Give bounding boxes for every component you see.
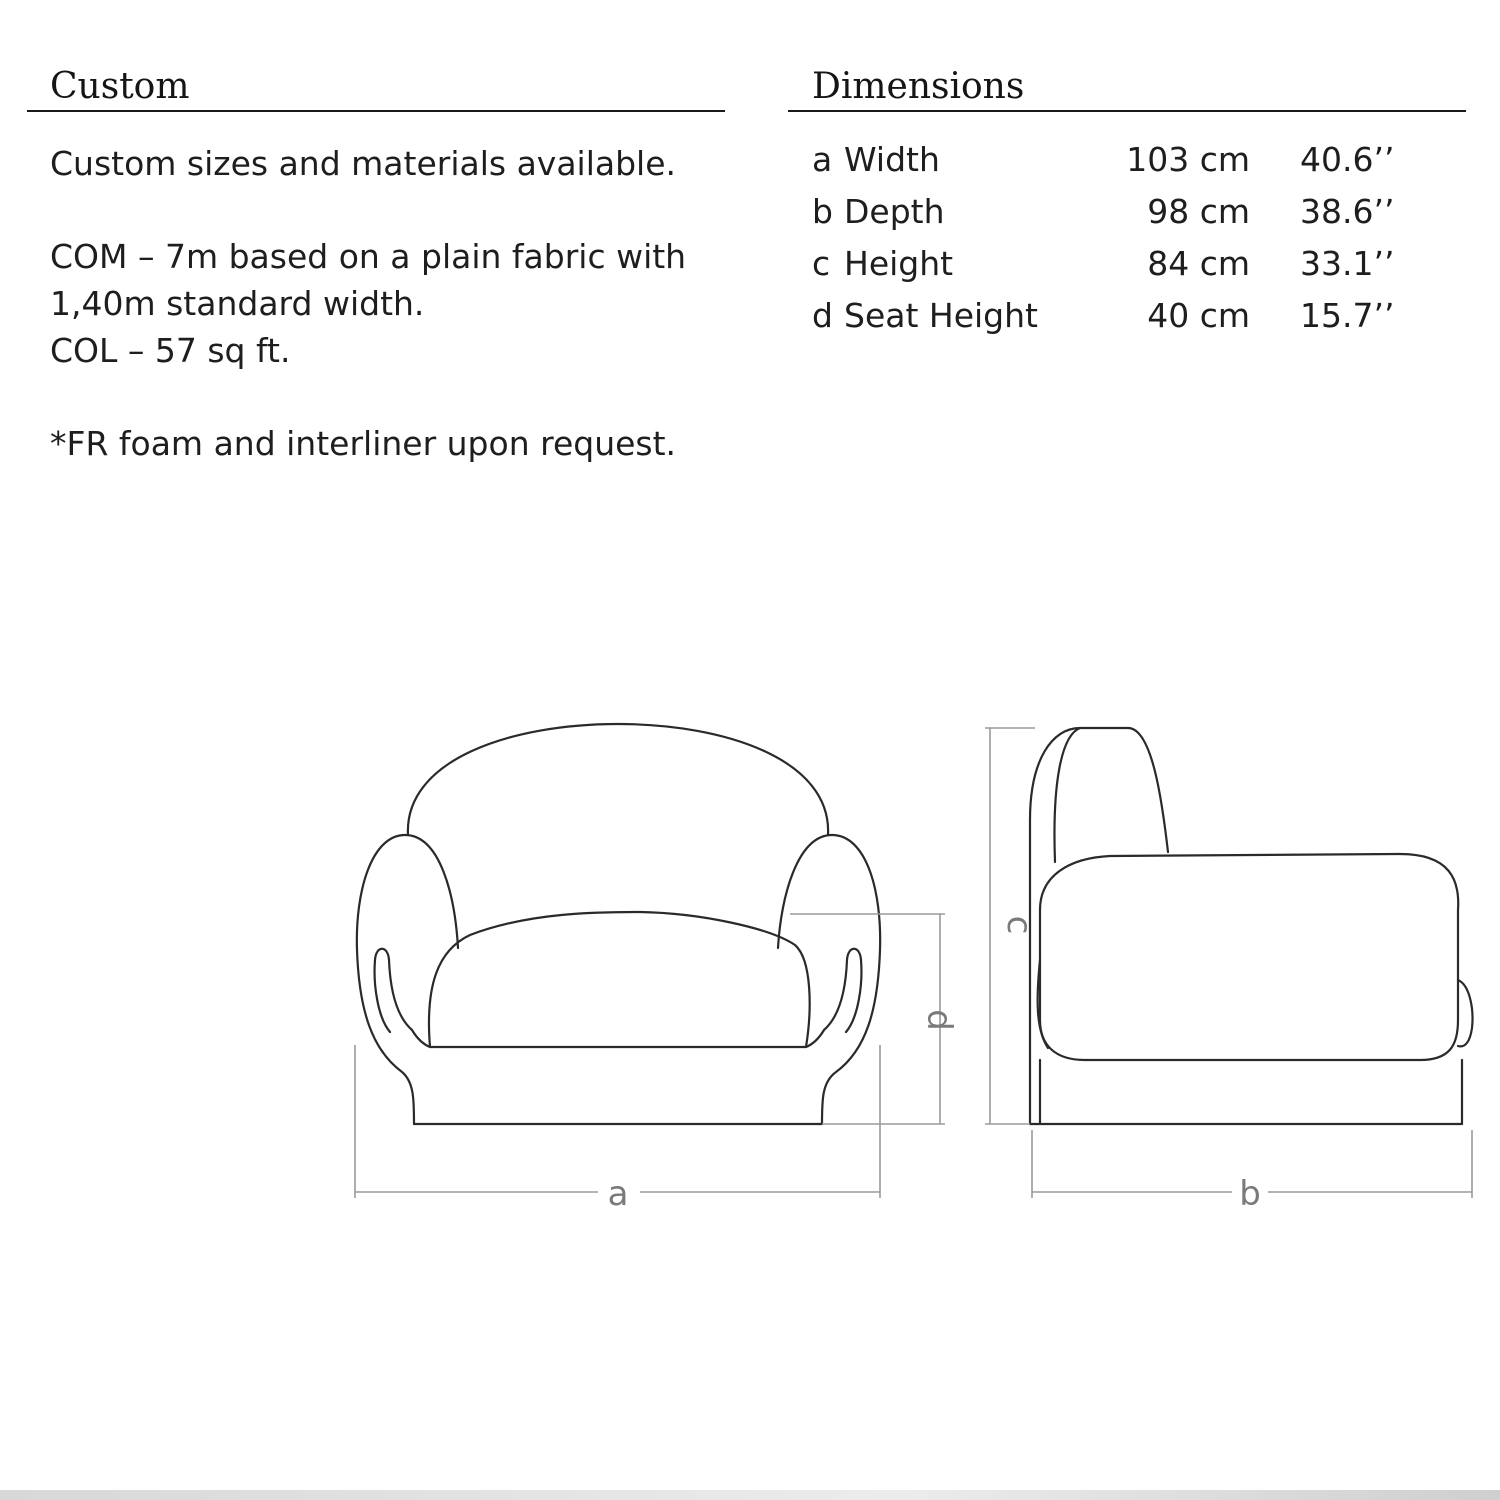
com-text: COM – 7m based on a plain fabric with xyxy=(50,237,687,276)
dimension-cm-value: 103 cm xyxy=(1126,140,1250,179)
dimension-inch-value: 40.6’’ xyxy=(1300,140,1395,179)
dimension-cm-value: 40 cm xyxy=(1147,296,1250,335)
dimension-inch-value: 15.7’’ xyxy=(1300,296,1395,335)
side-seat-cushion-outline xyxy=(1040,854,1458,1060)
side-backrest-inner-curve xyxy=(1054,728,1080,862)
dimension-letter: b xyxy=(812,192,833,231)
dimension-cm-value: 98 cm xyxy=(1147,192,1250,231)
fr-foam-note: *FR foam and interliner upon request. xyxy=(50,424,677,463)
dimension-letter: a xyxy=(812,140,833,179)
dimension-label: Seat Height xyxy=(844,296,1038,335)
side-base-line xyxy=(1030,1060,1462,1124)
front-right-arm-outline xyxy=(778,835,880,1124)
dimension-inch-value: 33.1’’ xyxy=(1300,244,1395,283)
front-view xyxy=(357,724,880,1124)
dimension-label: Depth xyxy=(844,192,945,231)
side-front-knob xyxy=(1458,980,1472,1046)
custom-availability-text: Custom sizes and materials available. xyxy=(50,144,677,183)
com-width-text: 1,40m standard width. xyxy=(50,284,425,323)
dimension-cm-value: 84 cm xyxy=(1147,244,1250,283)
bottom-edge-strip xyxy=(0,1490,1500,1500)
dimension-label-d: d xyxy=(919,1009,959,1031)
front-right-arm-slot xyxy=(806,949,861,1047)
dimension-label: Height xyxy=(844,244,954,283)
front-left-arm-outline xyxy=(357,835,458,1124)
dimension-letter: c xyxy=(812,244,831,283)
side-view xyxy=(1030,728,1472,1124)
dimension-label-a: a xyxy=(607,1174,629,1214)
dimension-inch-value: 38.6’’ xyxy=(1300,192,1395,231)
front-left-arm-slot xyxy=(375,949,430,1047)
front-seat-cushion-outline xyxy=(429,912,810,1047)
custom-title: Custom xyxy=(50,66,190,107)
dimension-label-c: c xyxy=(999,915,1039,935)
front-backrest-outline xyxy=(408,724,828,835)
dimension-label-b: b xyxy=(1239,1174,1261,1214)
dimensions-title: Dimensions xyxy=(812,66,1025,107)
side-backrest-outline xyxy=(1030,728,1168,1124)
dimension-label: Width xyxy=(844,140,940,179)
dimension-letter: d xyxy=(812,296,833,335)
col-text: COL – 57 sq ft. xyxy=(50,331,291,370)
